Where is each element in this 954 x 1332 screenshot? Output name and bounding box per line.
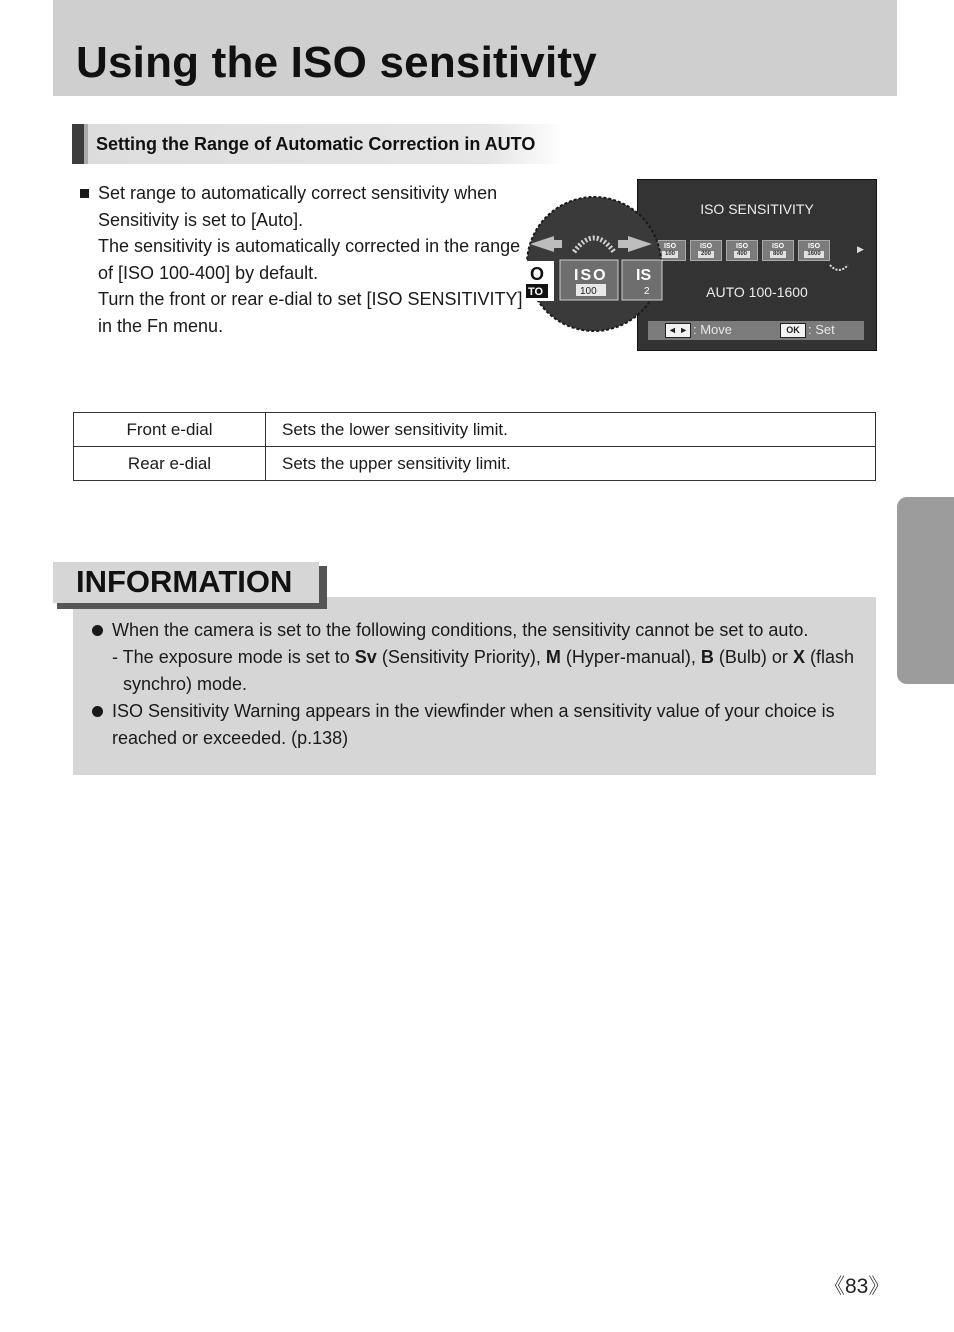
iso-range-text: AUTO 100-1600: [706, 284, 808, 300]
information-subitem: - The exposure mode is set to Sv (Sensitivity Priority), M (Hyper-manual), B (Bulb) or X (flash: [112, 647, 854, 667]
magnified-dial-illustration: [522, 194, 672, 334]
move-label: : Move: [693, 322, 733, 337]
table-cell-dial: Rear e-dial: [74, 447, 266, 481]
dial-indicator-icon: [828, 263, 850, 273]
intro-line: of [ISO 100-400] by default.: [98, 262, 319, 283]
round-bullet-icon: [92, 706, 103, 717]
dial-iso-label: ISO: [574, 267, 608, 284]
section-heading-accent-bar: [72, 124, 84, 164]
dial-partial-iso-label: IS: [636, 267, 652, 284]
iso-chip: ISO 400: [726, 240, 758, 261]
section-heading: Setting the Range of Automatic Correction in AUTO: [96, 134, 536, 154]
table-row: [74, 413, 876, 447]
intro-line: Sensitivity is set to [Auto].: [98, 209, 304, 230]
intro-paragraph: [80, 180, 523, 340]
information-subitem-continued: synchro) mode.: [123, 674, 248, 694]
dial-partial-value: TO: [528, 286, 544, 298]
dial-partial-iso-value: 2: [644, 286, 650, 297]
information-item: When the camera is set to the following conditions, the sensitivity cannot be set to auto.: [92, 617, 852, 644]
intro-line: Turn the front or rear e-dial to set [ISO SENSITIVITY]: [98, 289, 523, 310]
square-bullet-icon: [80, 189, 89, 198]
table-row: [74, 447, 876, 481]
section-heading-box: [72, 124, 564, 164]
left-right-arrow-key-icon: ◄ ►: [665, 323, 691, 338]
iso-chip: ISO 100: [654, 240, 686, 261]
e-dial-table: [73, 412, 876, 481]
table-cell-description: Sets the upper sensitivity limit.: [266, 447, 876, 481]
page-title: Using the ISO sensitivity: [76, 38, 597, 87]
table-cell-dial: Front e-dial: [74, 413, 266, 447]
intro-line: in the Fn menu.: [98, 315, 224, 336]
screen-title: ISO SENSITIVITY: [700, 201, 814, 217]
screen-footer: [648, 321, 864, 340]
page-number: 《83》: [824, 1275, 890, 1298]
dial-iso-value: 100: [580, 286, 597, 297]
iso-chip: ISO 1600: [798, 240, 830, 261]
triangle-right-icon: ▶: [857, 244, 864, 254]
information-item-continued: reached or exceeded. (p.138): [112, 728, 349, 748]
table-cell-description: Sets the lower sensitivity limit.: [266, 413, 876, 447]
section-heading-inner-bar: [84, 124, 88, 164]
intro-line: Set range to automatically correct sensitivity when: [98, 183, 498, 203]
set-label: : Set: [808, 322, 835, 337]
chapter-side-tab: [897, 497, 954, 684]
iso-chip-strip: [654, 240, 854, 260]
ok-key-icon: OK: [780, 323, 806, 338]
intro-line: The sensitivity is automatically corrected in the range: [98, 236, 521, 257]
camera-lcd-screen: [637, 179, 877, 351]
iso-chip: ISO 200: [690, 240, 722, 261]
dial-partial-label: O: [530, 264, 545, 284]
information-item: ISO Sensitivity Warning appears in the viewfinder when a sensitivity value of your choice is: [92, 698, 852, 725]
information-heading: INFORMATION: [76, 564, 293, 599]
information-text: [92, 617, 852, 752]
round-bullet-icon: [92, 625, 103, 636]
iso-chip: ISO 800: [762, 240, 794, 261]
